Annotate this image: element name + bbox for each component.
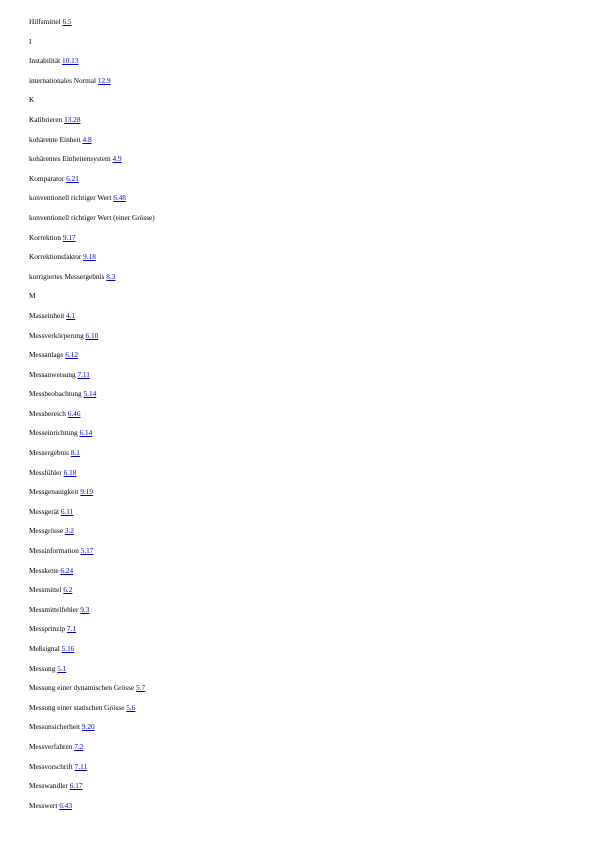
section-reference-link[interactable]: 5.17: [80, 546, 94, 556]
index-entry: [29, 311, 569, 331]
section-reference-link[interactable]: 6.21: [66, 173, 79, 183]
section-reference-link[interactable]: 10.13: [62, 56, 79, 66]
index-entry: [29, 174, 569, 194]
index-term: Instabilität: [29, 56, 63, 66]
index-entry: [29, 781, 569, 801]
index-term: Messeinrichtung: [29, 428, 80, 438]
section-reference-link[interactable]: 6.48: [113, 193, 126, 203]
index-entry: [29, 331, 569, 351]
index-term: konventionell richtiger Wert (einer Grösse): [29, 212, 155, 222]
index-entry: [29, 448, 569, 468]
index-term: korrigiertes Messergebnis: [29, 271, 107, 281]
index-entry: [29, 17, 569, 37]
index-term: Messwert: [29, 800, 60, 810]
section-reference-link[interactable]: 5.1: [57, 663, 67, 673]
index-entry: [29, 487, 569, 507]
index-term: Messfühler: [29, 467, 64, 477]
index-entry: [29, 193, 569, 213]
index-term: Messprinzip: [29, 624, 67, 634]
index-term: Masseinheit: [29, 310, 67, 320]
letter-heading-text: K: [29, 95, 35, 105]
index-entry: [29, 585, 569, 605]
index-term: Messverkörperung: [29, 330, 86, 340]
index-term: internationales Normal: [29, 75, 98, 85]
section-reference-link[interactable]: 8.3: [106, 271, 116, 281]
index-term: Messwandler: [29, 781, 70, 791]
section-reference-link[interactable]: 9.20: [81, 722, 95, 732]
index-entry: [29, 762, 569, 782]
section-reference-link[interactable]: 5.6: [126, 702, 136, 712]
section-reference-link[interactable]: 5.14: [83, 389, 97, 399]
index-term: Messanweisung: [29, 369, 78, 379]
index-entry: [29, 605, 569, 625]
index-entry: [29, 644, 569, 664]
index-entry: [29, 703, 569, 723]
section-reference-link[interactable]: 3.2: [64, 526, 75, 536]
index-entry: [29, 742, 569, 762]
section-reference-link[interactable]: 7.1: [66, 624, 77, 634]
section-reference-link[interactable]: 9.18: [83, 252, 96, 262]
index-term: Hilfsmittel: [29, 17, 63, 26]
section-reference-link[interactable]: 9.3: [80, 604, 90, 614]
index-entry: [29, 370, 569, 390]
index-entry: [29, 526, 569, 546]
section-reference-link[interactable]: 5.16: [61, 644, 75, 653]
index-entry: [29, 76, 569, 96]
index-entry: [29, 801, 569, 821]
section-reference-link[interactable]: 6.24: [60, 565, 74, 575]
index-entry: [29, 272, 569, 292]
section-reference-link[interactable]: 6.17: [69, 781, 83, 791]
index-list: [29, 17, 569, 820]
index-entry: [29, 683, 569, 703]
index-letter-heading: [29, 95, 569, 115]
section-reference-link[interactable]: 9.17: [62, 232, 76, 242]
index-term: Messvorschrift: [29, 761, 75, 771]
index-entry: [29, 624, 569, 644]
index-entry: [29, 252, 569, 272]
section-reference-link[interactable]: 6.12: [65, 350, 79, 360]
index-entry: [29, 546, 569, 566]
section-reference-link[interactable]: 4.1: [66, 310, 76, 320]
index-entry: [29, 154, 569, 174]
section-reference-link[interactable]: 6.18: [63, 467, 77, 477]
index-entry: [29, 566, 569, 586]
section-reference-link[interactable]: 4.9: [112, 154, 122, 164]
index-term: Messbeobachtung: [29, 389, 84, 399]
section-reference-link[interactable]: 6.11: [60, 506, 74, 516]
index-term: Messunsicherheit: [29, 722, 82, 732]
index-entry: [29, 428, 569, 448]
index-entry: [29, 233, 569, 253]
section-reference-link[interactable]: 6.10: [85, 330, 99, 340]
section-reference-link[interactable]: 6.43: [59, 800, 72, 810]
index-term: Messgrösse: [29, 526, 65, 536]
section-reference-link[interactable]: 7.2: [74, 741, 84, 751]
index-term: Meßsignal: [29, 644, 62, 653]
index-term: Messergebnis: [29, 448, 71, 458]
section-reference-link[interactable]: 6.2: [63, 585, 73, 595]
section-reference-link[interactable]: 4.8: [82, 134, 92, 144]
section-reference-link[interactable]: 7.11: [74, 761, 88, 771]
section-reference-link[interactable]: 5.7: [136, 683, 146, 693]
section-reference-link[interactable]: 9.19: [80, 487, 94, 497]
index-entry: [29, 409, 569, 429]
index-term: Messgerät: [29, 506, 61, 516]
index-entry: [29, 722, 569, 742]
index-entry: [29, 350, 569, 370]
index-term: Messbereich: [29, 408, 68, 418]
section-reference-link[interactable]: 6.5: [62, 17, 72, 26]
section-reference-link[interactable]: 12.9: [97, 75, 111, 85]
index-term: Messanlage: [29, 350, 66, 360]
index-term: Messung einer statischen Grösse: [29, 702, 127, 712]
index-letter-heading: [29, 291, 569, 311]
index-term: Kalibrieren: [29, 114, 65, 124]
index-entry: [29, 468, 569, 488]
index-entry: [29, 115, 569, 135]
section-reference-link[interactable]: 6.14: [79, 428, 93, 438]
index-term: konventionell richtiger Wert: [29, 193, 114, 203]
index-term: Korrektionsfaktor: [29, 252, 84, 262]
section-reference-link[interactable]: 6.46: [67, 408, 81, 418]
index-letter-heading: [29, 37, 569, 57]
index-term: Messmittel: [29, 585, 64, 595]
index-term: Messkette: [29, 565, 61, 575]
index-entry: [29, 213, 569, 233]
index-term: kohärentes Einheitensystem: [29, 154, 113, 164]
index-entry: [29, 507, 569, 527]
section-reference-link[interactable]: 8.1: [70, 448, 80, 458]
index-term: Korrektion: [29, 232, 63, 242]
section-reference-link[interactable]: 13.28: [64, 114, 81, 124]
index-term: Messung einer dynamischen Grösse: [29, 683, 136, 693]
index-entry: [29, 389, 569, 409]
index-entry: [29, 56, 569, 76]
index-entry: [29, 135, 569, 155]
index-term: Messung: [29, 663, 58, 673]
index-term: Komparator: [29, 173, 67, 183]
index-term: Messverfahren: [29, 741, 75, 751]
letter-heading-text: I: [29, 36, 32, 46]
index-term: Messinformation: [29, 546, 81, 556]
index-entry: [29, 664, 569, 684]
index-term: Messmittelfehler: [29, 604, 81, 614]
section-reference-link[interactable]: 7.11: [77, 369, 90, 379]
index-term: kohärente Einheit: [29, 134, 83, 144]
index-term: Messgenauigkeit: [29, 487, 81, 497]
letter-heading-text: M: [29, 291, 36, 301]
